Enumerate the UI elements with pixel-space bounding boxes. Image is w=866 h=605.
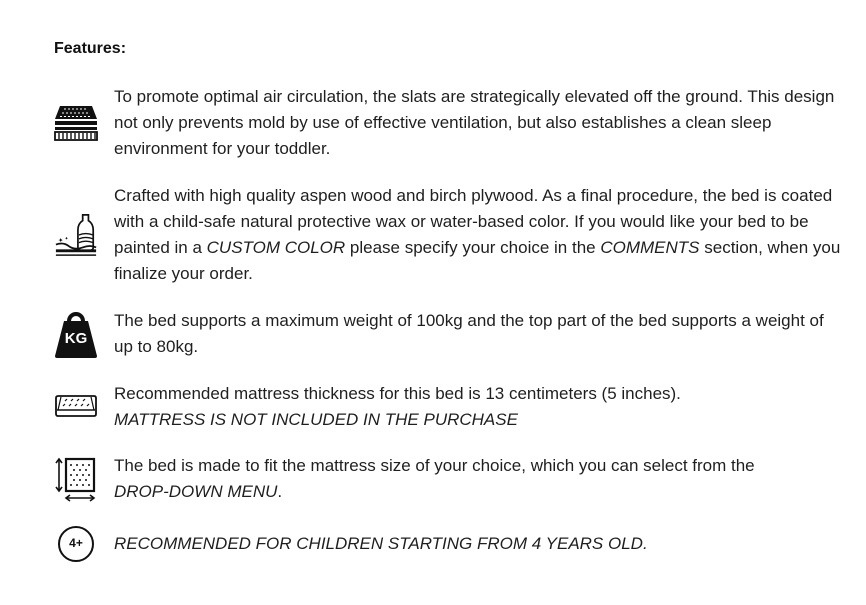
svg-text:✦: ✦: [64, 236, 69, 242]
features-heading: Features:: [54, 40, 127, 57]
kg-label: KG: [64, 330, 88, 347]
feature-mattress-size-text: The bed is made to fit the mattress size of your choice, which you can select from the DROP-DOWN MENU.: [114, 456, 755, 501]
kg-weight-icon: [54, 310, 98, 358]
feature-age: [54, 525, 844, 563]
feature-mattress-size: [54, 453, 844, 505]
comments-emphasis: COMMENTS: [600, 238, 700, 257]
custom-color-emphasis: CUSTOM COLOR: [206, 238, 346, 257]
svg-text:✦: ✦: [57, 236, 64, 245]
drop-down-menu-emphasis: DROP-DOWN MENU: [114, 482, 278, 501]
feature-materials: [54, 183, 844, 287]
mattress-icon: [54, 391, 98, 423]
feature-weight-text: The bed supports a maximum weight of 100kg and the top part of the bed supports a weight of up to 80kg.: [114, 311, 824, 356]
feature-weight: [54, 308, 844, 360]
feature-mattress: [54, 381, 844, 433]
feature-slats-text: To promote optimal air circulation, the slats are strategically elevated off the ground. This design not only prevents mold by use of effective ventilation, but also establishes a clean sleep environment for your toddler.: [114, 87, 835, 158]
wax-bottle-icon: [54, 211, 98, 259]
feature-slats: [54, 84, 844, 162]
feature-materials-text: Crafted with high quality aspen wood and birch plywood. As a final procedure, the bed is coated with a child-safe natural protective wax or water-based color. If you would like your bed to be painted in a CUSTOM COLOR please specify your choice in the COMMENTS section, when you finalize your order.: [114, 186, 841, 283]
age-badge-icon: [54, 525, 98, 563]
slatted-bed-base-icon: [54, 104, 98, 142]
mattress-size-icon: [54, 456, 98, 502]
age-badge-label: 4+: [69, 536, 83, 550]
feature-age-text: RECOMMENDED FOR CHILDREN STARTING FROM 4 YEARS OLD.: [114, 534, 648, 553]
feature-mattress-text: Recommended mattress thickness for this bed is 13 centimeters (5 inches). MATTRESS IS NOT INCLUDED IN THE PURCHASE: [114, 381, 844, 433]
mattress-not-included-notice: MATTRESS IS NOT INCLUDED IN THE PURCHASE: [114, 410, 518, 429]
